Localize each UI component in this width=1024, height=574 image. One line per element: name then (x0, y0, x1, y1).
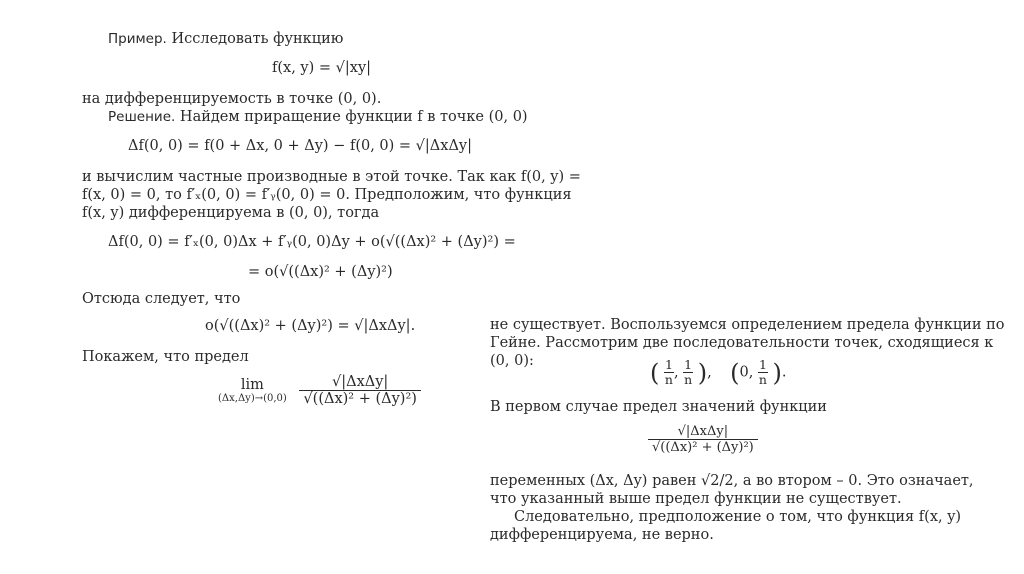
example-text: Исследовать функцию (166, 31, 344, 47)
seq-comma: , (673, 364, 679, 381)
right-fraction (648, 424, 758, 455)
paren-close: ) (772, 358, 782, 387)
text-line: Покажем, что предел (82, 349, 249, 365)
formula-function: f(x, y) = √|xy| (272, 60, 372, 76)
seq-zero: 0, (739, 364, 754, 381)
text-line: и вычислим частные производные в этой точке. Так как f(0, y) = (82, 169, 581, 185)
formula-increment: Δf(0, 0) = f(0 + Δx, 0 + Δy) − f(0, 0) = √|ΔxΔy| (128, 138, 472, 154)
text-line: f(x, y) дифференцируема в (0, 0), тогда (82, 205, 380, 221)
seq-fraction (664, 358, 674, 387)
text-line: Отсюда следует, что (82, 291, 241, 307)
seq-fraction-num: 1 (684, 357, 693, 372)
formula-differential-cont: = o(√((Δx)² + (Δy)²) (248, 264, 393, 280)
text-line: на дифференцируемость в точке (0, 0). (82, 91, 382, 107)
text-line: (0, 0): (490, 353, 534, 369)
seq-fraction-num: 1 (664, 357, 673, 372)
formula-differential: Δf(0, 0) = f′ₓ(0, 0)Δx + f′ᵧ(0, 0)Δy + o(√((Δx)² + (Δy)²) = (108, 234, 516, 250)
text-line: дифференцируема, не верно. (490, 527, 714, 543)
text-line: Гейне. Рассмотрим две последовательности точек, сходящиеся к (490, 335, 994, 351)
fraction-denominator: √((Δx)² + (Δy)²) (303, 391, 417, 407)
fraction-denominator: √((Δx)² + (Δy)²) (652, 440, 754, 455)
text-line: Следовательно, предположение о том, что функция f(x, y) (514, 509, 962, 525)
paren-close: ) (697, 358, 708, 387)
seq-fraction-den: n (758, 372, 767, 387)
seq-fraction-den: n (664, 372, 673, 387)
text-line: переменных (Δx, Δy) равен √2/2, а во втором – 0. Это означает, (490, 473, 974, 489)
seq-fraction (758, 358, 768, 387)
seq-separator: , (707, 364, 712, 381)
limit-operator (218, 377, 287, 404)
sequences (650, 358, 787, 387)
limit-subscript: (Δx,Δy)→(0,0) (218, 393, 287, 404)
text-line: f(x, 0) = 0, то f′ₓ(0, 0) = f′ᵧ(0, 0) = 0. Предположим, что функция (82, 187, 572, 203)
text-line: что указанный выше предел функции не существует. (490, 491, 902, 507)
fraction-numerator: √|ΔxΔy| (648, 424, 758, 440)
seq-fraction (683, 358, 693, 387)
example-line (108, 30, 343, 48)
seq-fraction-den: n (684, 372, 693, 387)
solution-text: Найдем приращение функции f в точке (0, 0) (175, 109, 528, 125)
formula-equality: o(√((Δx)² + (Δy)²) = √|ΔxΔy|. (205, 318, 416, 334)
limit-expression (218, 374, 421, 407)
solution-line (108, 108, 528, 126)
example-label: Пример. (108, 31, 167, 47)
fraction-numerator: √|ΔxΔy| (299, 374, 421, 391)
seq-fraction-num: 1 (758, 357, 767, 372)
paren-open: ( (650, 358, 660, 387)
text-line: не существует. Воспользуемся определением предела функции по (490, 317, 1005, 333)
limit-fraction (299, 374, 421, 407)
text-line: В первом случае предел значений функции (490, 399, 827, 415)
seq-period: . (781, 364, 787, 381)
paren-open: ( (730, 358, 740, 387)
limit-word: lim (240, 377, 264, 393)
solution-label: Решение. (108, 109, 176, 125)
right-fraction-block (648, 424, 758, 455)
